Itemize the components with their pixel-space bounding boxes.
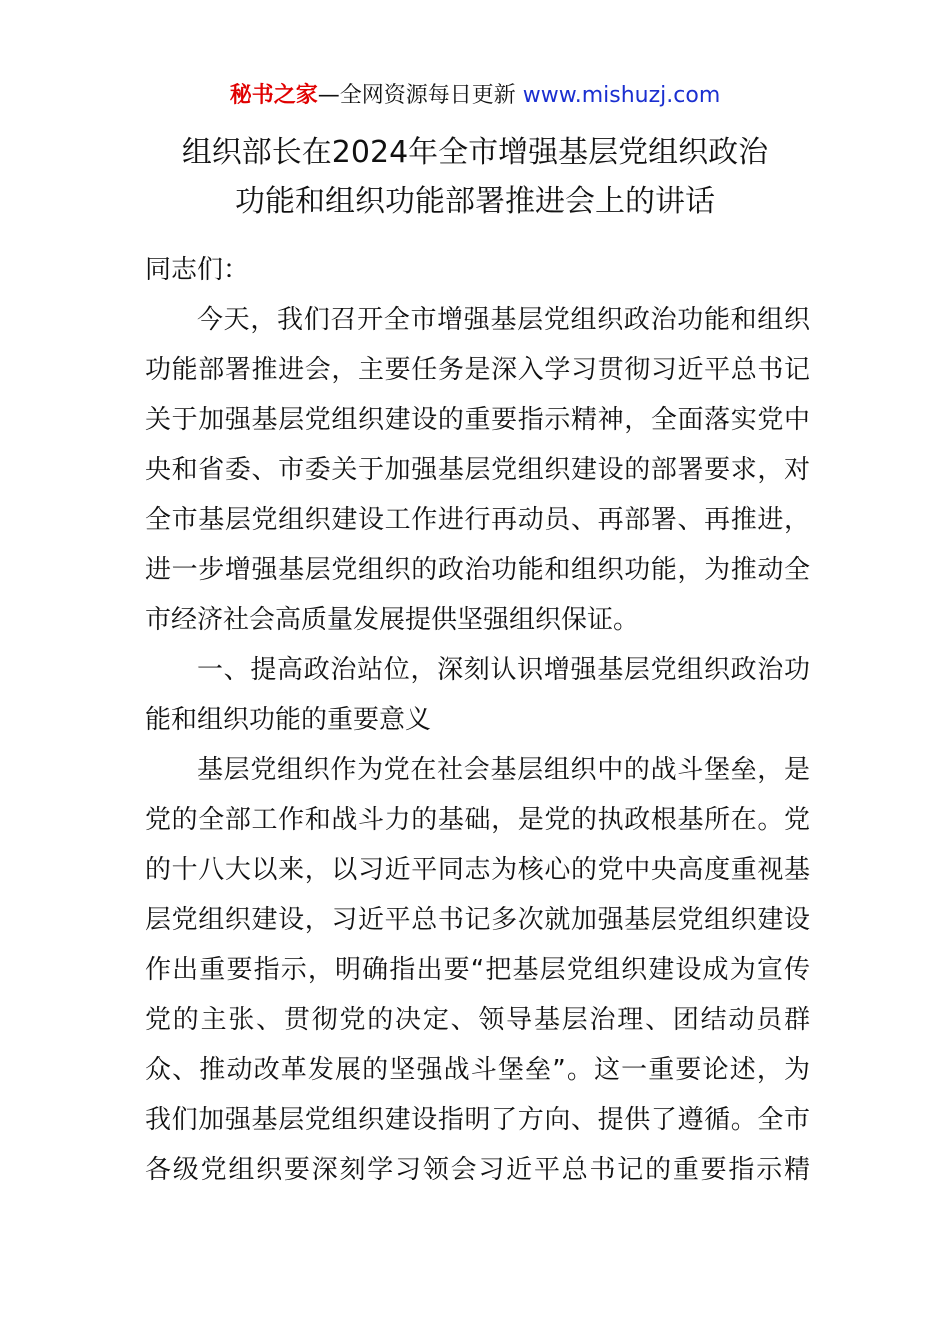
body-line: 的十八大以来，以习近平同志为核心的党中央高度重视基 [145, 855, 810, 885]
body-line: 我们加强基层党组织建设指明了方向、提供了遵循。全市 [145, 1105, 810, 1135]
body-line: 基层党组织作为党在社会基层组织中的战斗堡垒，是 [197, 755, 810, 785]
body-line: 层党组织建设，习近平总书记多次就加强基层党组织建设 [145, 905, 810, 935]
body-line: 功能部署推进会，主要任务是深入学习贯彻习近平总书记 [145, 355, 810, 385]
body-line: 党的主张、贯彻党的决定、领导基层治理、团结动员群 [145, 1005, 810, 1035]
body-line: 今天，我们召开全市增强基层党组织政治功能和组织 [197, 305, 810, 335]
body-line: 众、推动改革发展的坚强战斗堡垒”。这一重要论述，为 [145, 1055, 810, 1085]
body-line: 市经济社会高质量发展提供坚强组织保证。 [145, 605, 640, 635]
site-url[interactable]: www.mishuzj.com [522, 83, 721, 108]
body-line: 党的全部工作和战斗力的基础，是党的执政根基所在。党 [145, 805, 810, 835]
body-line: 央和省委、市委关于加强基层党组织建设的部署要求，对 [145, 455, 810, 485]
body-line: 关于加强基层党组织建设的重要指示精神，全面落实党中 [145, 405, 810, 435]
section-heading-line: 能和组织功能的重要意义 [145, 705, 432, 735]
document-title [60, 128, 890, 226]
brand-name: 秘书之家 [229, 83, 318, 108]
section-heading-line: 一、提高政治站位，深刻认识增强基层党组织政治功 [197, 655, 810, 685]
body-line: 各级党组织要深刻学习领会习近平总书记的重要指示精 [145, 1155, 810, 1185]
title-line-2: 功能和组织功能部署推进会上的讲话 [235, 184, 715, 219]
body-line: 进一步增强基层党组织的政治功能和组织功能，为推动全 [145, 555, 810, 585]
document-body [145, 245, 810, 1195]
body-line: 全市基层党组织建设工作进行再动员、再部署、再推进， [145, 505, 810, 535]
salutation: 同志们： [145, 255, 250, 285]
title-line-1: 组织部长在2024年全市增强基层党组织政治 [181, 135, 769, 170]
site-header [0, 78, 950, 114]
body-line: 作出重要指示，明确指出要“把基层党组织建设成为宣传 [145, 955, 810, 985]
header-tagline: —全网资源每日更新 [317, 83, 523, 108]
